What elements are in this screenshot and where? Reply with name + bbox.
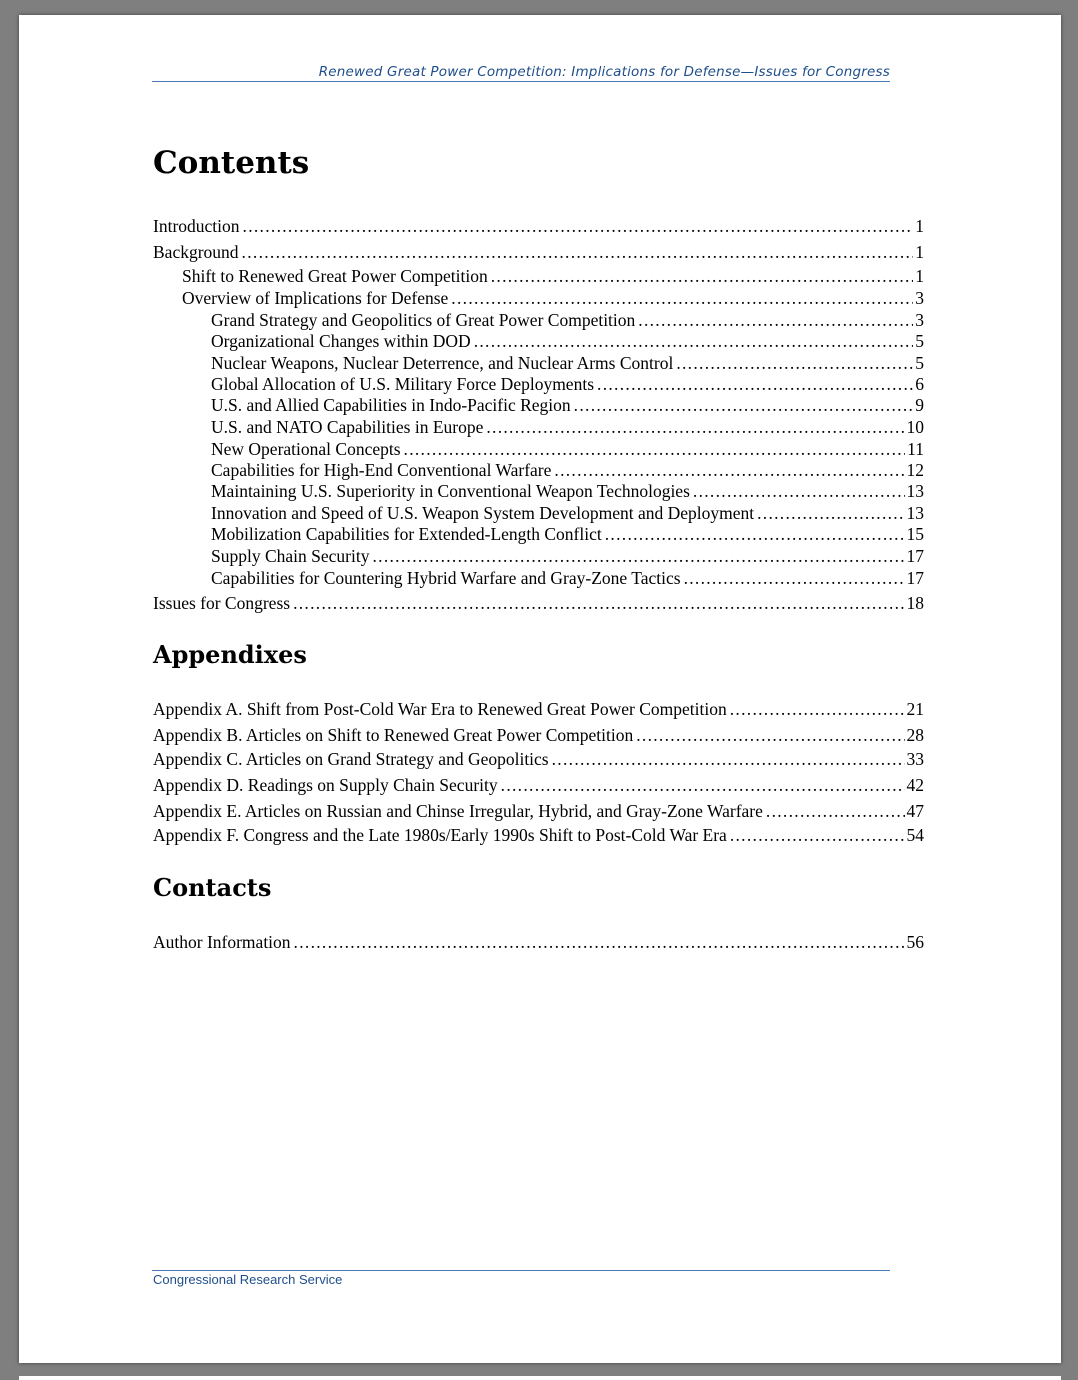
toc-entry-page: 12 — [906, 460, 924, 480]
toc-entry-shift[interactable] — [182, 265, 924, 287]
toc-entry-page: 18 — [906, 593, 924, 613]
toc-entry-page: 1 — [915, 216, 924, 236]
toc-entry-page: 3 — [915, 310, 924, 330]
appendix-entry-c[interactable] — [153, 748, 924, 770]
appendix-page: 33 — [906, 749, 924, 769]
toc-entry-title: U.S. and NATO Capabilities in Europe — [211, 417, 484, 437]
toc-entry-title: Introduction — [153, 216, 240, 236]
toc-entry-page: 1 — [915, 266, 924, 286]
contact-title: Author Information — [153, 932, 291, 952]
appendixes-heading: Appendixes — [153, 640, 307, 669]
dot-leader — [676, 352, 913, 374]
toc-entry-page: 6 — [915, 374, 924, 394]
footer-publisher: Congressional Research Service — [153, 1272, 343, 1287]
toc-entry-introduction[interactable] — [153, 215, 924, 237]
toc-entry-supply-chain[interactable] — [211, 545, 924, 567]
dot-leader — [451, 287, 913, 309]
appendix-title: Appendix C. Articles on Grand Strategy and Geopolitics — [153, 749, 549, 769]
appendix-title: Appendix A. Shift from Post-Cold War Era to Renewed Great Power Competition — [153, 699, 727, 719]
next-page-edge — [19, 1376, 1061, 1380]
toc-entry-page: 13 — [906, 503, 924, 523]
appendix-page: 54 — [906, 825, 924, 845]
toc-entry-nato-europe[interactable] — [211, 416, 924, 438]
appendix-title: Appendix B. Articles on Shift to Renewed Great Power Competition — [153, 725, 634, 745]
toc-entry-global-allocation[interactable] — [211, 373, 924, 395]
toc-entry-page: 1 — [915, 242, 924, 262]
contents-heading: Contents — [153, 145, 310, 181]
toc-entry-title: U.S. and Allied Capabilities in Indo-Pacific Region — [211, 395, 571, 415]
toc-entry-high-end-warfare[interactable] — [211, 459, 924, 481]
dot-leader — [574, 394, 914, 416]
dot-leader — [552, 748, 905, 770]
appendix-title: Appendix D. Readings on Supply Chain Security — [153, 775, 498, 795]
dot-leader — [597, 373, 913, 395]
toc-entry-nuclear-weapons[interactable] — [211, 352, 924, 374]
appendix-entry-e[interactable] — [153, 800, 924, 822]
toc-entry-grand-strategy[interactable] — [211, 309, 924, 331]
toc-entry-overview[interactable] — [182, 287, 924, 309]
dot-leader — [501, 774, 905, 796]
running-header: Renewed Great Power Competition: Implications for Defense—Issues for Congress — [152, 63, 890, 82]
toc-entry-title: Innovation and Speed of U.S. Weapon System Development and Deployment — [211, 503, 755, 523]
toc-entry-title: Issues for Congress — [153, 593, 291, 613]
appendix-page: 42 — [906, 775, 924, 795]
toc-entry-title: Grand Strategy and Geopolitics of Great Power Competition — [211, 310, 636, 330]
dot-leader — [243, 215, 914, 237]
dot-leader — [491, 265, 914, 287]
toc-entry-title: Capabilities for High-End Conventional Warfare — [211, 460, 552, 480]
appendix-entry-f[interactable] — [153, 824, 924, 846]
dot-leader — [294, 931, 905, 953]
toc-entry-background[interactable] — [153, 241, 924, 263]
toc-entry-page: 5 — [915, 353, 924, 373]
appendix-page: 47 — [906, 801, 924, 821]
toc-entry-title: Supply Chain Security — [211, 546, 370, 566]
dot-leader — [474, 330, 914, 352]
contact-page: 56 — [906, 932, 924, 952]
toc-entry-title: Nuclear Weapons, Nuclear Deterrence, and Nuclear Arms Control — [211, 353, 674, 373]
toc-entry-page: 10 — [906, 417, 924, 437]
toc-entry-page: 3 — [915, 288, 924, 308]
toc-entry-mobilization[interactable] — [211, 523, 924, 545]
toc-entry-indo-pacific[interactable] — [211, 394, 924, 416]
appendix-entry-b[interactable] — [153, 724, 924, 746]
toc-entry-title: Overview of Implications for Defense — [182, 288, 449, 308]
toc-entry-title: Maintaining U.S. Superiority in Conventional Weapon Technologies — [211, 481, 690, 501]
footer-rule — [152, 1270, 890, 1271]
toc-entry-page: 5 — [915, 331, 924, 351]
appendix-entry-d[interactable] — [153, 774, 924, 796]
dot-leader — [730, 698, 905, 720]
toc-entry-organizational-changes[interactable] — [211, 330, 924, 352]
dot-leader — [757, 502, 904, 524]
dot-leader — [730, 824, 905, 846]
appendix-title: Appendix F. Congress and the Late 1980s/Early 1990s Shift to Post-Cold War Era — [153, 825, 727, 845]
dot-leader — [554, 459, 904, 481]
appendix-page: 21 — [906, 699, 924, 719]
toc-entry-page: 11 — [907, 439, 924, 459]
dot-leader — [486, 416, 904, 438]
toc-entry-page: 17 — [906, 568, 924, 588]
dot-leader — [636, 724, 904, 746]
toc-entry-title: Capabilities for Countering Hybrid Warfare and Gray-Zone Tactics — [211, 568, 681, 588]
dot-leader — [766, 800, 905, 822]
appendix-entry-a[interactable] — [153, 698, 924, 720]
toc-entry-innovation-speed[interactable] — [211, 502, 924, 524]
contact-entry-author-information[interactable] — [153, 931, 924, 953]
toc-entry-page: 17 — [906, 546, 924, 566]
toc-entry-title: Mobilization Capabilities for Extended-Length Conflict — [211, 524, 602, 544]
dot-leader — [372, 545, 904, 567]
toc-entry-issues-for-congress[interactable] — [153, 592, 924, 614]
contacts-heading: Contacts — [153, 873, 272, 902]
toc-entry-title: Organizational Changes within DOD — [211, 331, 471, 351]
appendix-page: 28 — [906, 725, 924, 745]
toc-entry-title: Shift to Renewed Great Power Competition — [182, 266, 488, 286]
toc-entry-title: New Operational Concepts — [211, 439, 401, 459]
dot-leader — [684, 567, 905, 589]
appendix-title: Appendix E. Articles on Russian and Chinse Irregular, Hybrid, and Gray-Zone Warfare — [153, 801, 763, 821]
dot-leader — [605, 523, 905, 545]
dot-leader — [693, 480, 905, 502]
dot-leader — [638, 309, 913, 331]
dot-leader — [242, 241, 914, 263]
toc-entry-page: 15 — [906, 524, 924, 544]
toc-entry-page: 9 — [915, 395, 924, 415]
dot-leader — [404, 438, 906, 460]
toc-entry-hybrid-warfare[interactable] — [211, 567, 924, 589]
toc-entry-operational-concepts[interactable] — [211, 438, 924, 460]
toc-entry-title: Background — [153, 242, 239, 262]
toc-entry-title: Global Allocation of U.S. Military Force Deployments — [211, 374, 595, 394]
toc-entry-weapon-technologies[interactable] — [211, 480, 924, 502]
dot-leader — [293, 592, 904, 614]
toc-entry-page: 13 — [906, 481, 924, 501]
